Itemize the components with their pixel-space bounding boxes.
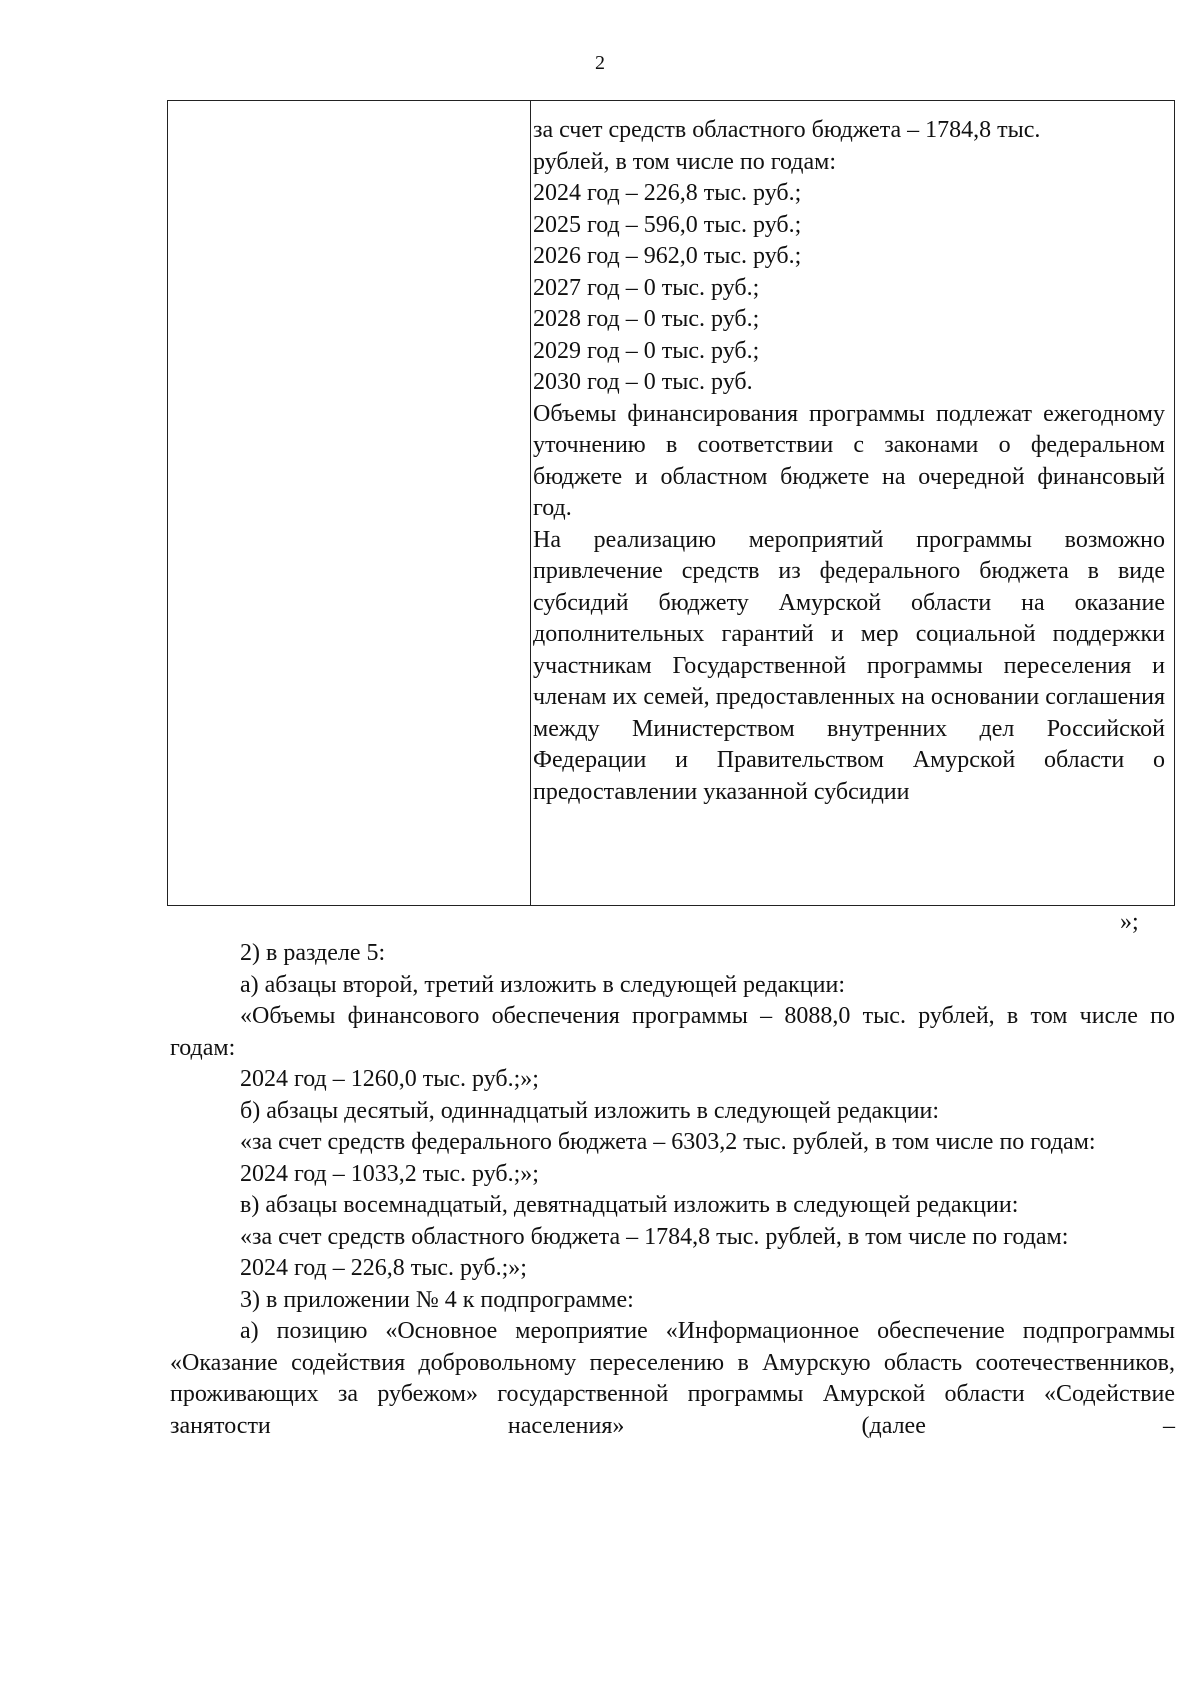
paragraph-item-v: в) абзацы восемнадцатый, девятнадцатый изложить в следующей редакции: <box>240 1192 1019 1218</box>
year-2024: 2024 год – 226,8 тыс. руб.; <box>533 180 802 206</box>
paragraph-item-a: а) абзацы второй, третий изложить в следующей редакции: <box>240 971 846 998</box>
regional-budget-line-1: за счет средств областного бюджета – 1784,8 тыс. <box>533 117 1041 143</box>
paragraph-federal-2024: 2024 год – 1033,2 тыс. руб.;»; <box>240 1160 539 1187</box>
year-2028: 2028 год – 0 тыс. руб.; <box>533 306 760 332</box>
year-2026: 2026 год – 962,0 тыс. руб.; <box>533 243 802 269</box>
paragraph-federal-subsidy: На реализацию мероприятий программы возможно привлечение средств из федерального бюджета в виде субсидий бюджету Амурской области на оказание дополнительных гарантий и мер социальной поддержки участникам Государственной программы переселения и членам их семей, предоставленных на основании соглашения между Министерством внутренних дел Российской Федерации и Правительством Амурской области о предоставлении указанной субсидии <box>533 526 1165 805</box>
paragraph-regional-2024: 2024 год – 226,8 тыс. руб.;»; <box>240 1255 527 1281</box>
amendment-text <box>170 938 1175 1442</box>
paragraph-appendix-4: 3) в приложении № 4 к подпрограмме: <box>240 1286 634 1313</box>
paragraph-section-5: 2) в разделе 5: <box>240 940 386 966</box>
year-2030: 2030 год – 0 тыс. руб. <box>533 369 753 395</box>
paragraph-total-2024: 2024 год – 1260,0 тыс. руб.;»; <box>240 1066 539 1092</box>
table-column-divider <box>530 101 531 905</box>
table-right-cell <box>533 115 1165 808</box>
paragraph-federal-budget: «за счет средств федерального бюджета – 6303,2 тыс. рублей, в том числе по годам: <box>240 1129 1096 1155</box>
paragraph-annual-adjustment: Объемы финансирования программы подлежат ежегодному уточнению в соответствии с законами о федеральном бюджете и областном бюджете на очередной финансовый год. <box>533 400 1165 521</box>
table-closing-quote: »; <box>1120 909 1139 935</box>
page-number: 2 <box>595 52 605 74</box>
paragraph-item-b: б) абзацы десятый, одиннадцатый изложить в следующей редакции: <box>240 1097 940 1124</box>
year-2027: 2027 год – 0 тыс. руб.; <box>533 274 760 301</box>
paragraph-position-a: а) позицию «Основное мероприятие «Информационное обеспечение подпрограммы «Оказание содействия добровольному переселению в Амурскую область соотечественников, проживающих за рубежом» государственной программы Амурской области «Содействие занятости населения» (далее – <box>170 1318 1175 1439</box>
paragraph-regional-budget: «за счет средств областного бюджета – 1784,8 тыс. рублей, в том числе по годам: <box>240 1223 1069 1250</box>
paragraph-total-volume: «Объемы финансового обеспечения программы – 8088,0 тыс. рублей, в том числе по годам: <box>170 1003 1175 1061</box>
year-2025: 2025 год – 596,0 тыс. руб.; <box>533 211 802 238</box>
year-2029: 2029 год – 0 тыс. руб.; <box>533 337 760 364</box>
financing-table <box>167 100 1175 906</box>
regional-budget-line-2: рублей, в том числе по годам: <box>533 148 836 175</box>
